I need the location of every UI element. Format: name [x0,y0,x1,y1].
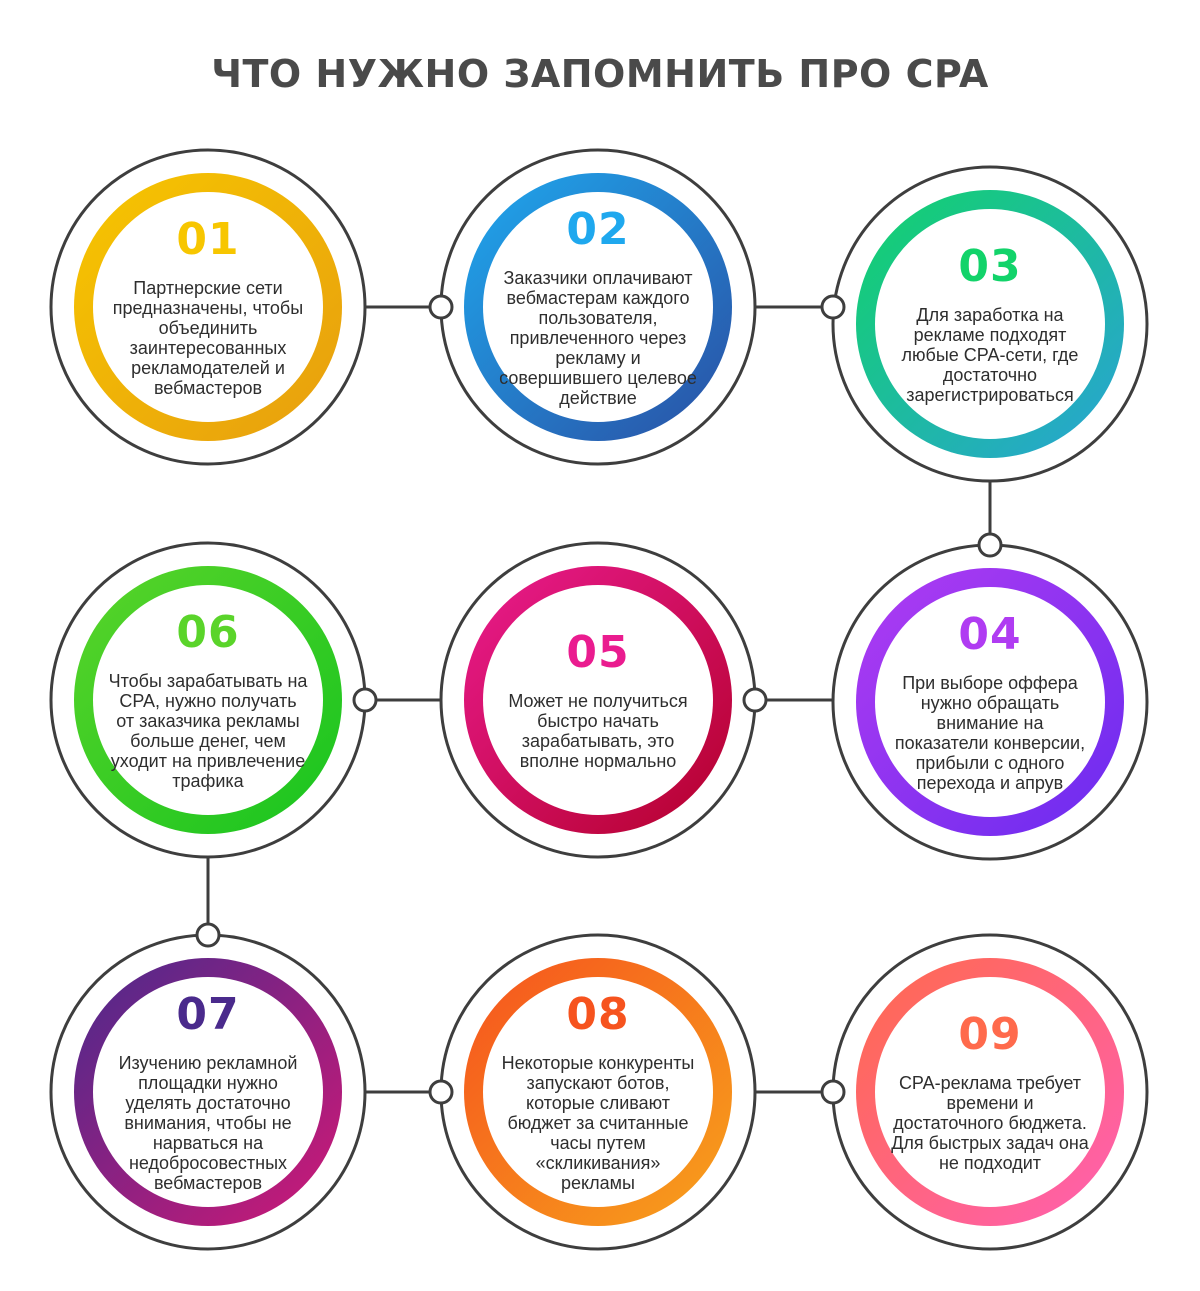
node-number: 03 [958,241,1022,292]
node-number: 02 [566,204,630,255]
node-text: CPA-реклама требует времени и достаточного бюджета. Для быстрых задач она не подходит [891,1073,1089,1173]
node-text: Для заработка на рекламе подходят любые CPA-сети, где достаточно зарегистрироваться [901,305,1079,405]
node-text: Может не получиться быстро начать зарабатывать, это вполне нормально [508,691,688,771]
node-number: 05 [566,627,630,678]
node-label-04 [890,611,1090,793]
node-text: Партнерские сети предназначены, чтобы объединить заинтересованных рекламодателей и вебмастеров [112,278,304,398]
connector-dot-2 [822,296,844,318]
node-number: 09 [958,1009,1022,1060]
node-label-03 [890,243,1090,405]
node-number: 04 [958,609,1022,660]
connector-dot-5 [354,689,376,711]
node-text: Некоторые конкуренты запускают ботов, которые сливают бюджет за считанные часы путем «скликивания» рекламы [501,1053,695,1193]
connector-dot-6 [197,924,219,946]
connector-dot-1 [430,296,452,318]
node-label-08 [498,991,698,1193]
node-text: Чтобы зарабатывать на CPA, нужно получать от заказчика рекламы больше денег, чем уходит на привлечение трафика [108,671,308,791]
node-label-02 [498,206,698,408]
node-number: 01 [176,214,240,265]
node-number: 08 [566,989,630,1040]
node-label-01 [108,216,308,398]
node-text: Изучению рекламной площадки нужно уделять достаточно внимания, чтобы не нарваться на недобросовестных вебмастеров [118,1053,298,1193]
node-label-07 [108,991,308,1193]
node-number: 07 [176,989,240,1040]
node-label-09 [890,1011,1090,1173]
node-label-05 [498,629,698,771]
node-text: Заказчики оплачивают вебмастерам каждого пользователя, привлеченного через рекламу и совершившего целевое действие [499,268,697,408]
node-number: 06 [176,607,240,658]
connector-dot-3 [979,534,1001,556]
node-text: При выборе оффера нужно обращать внимание на показатели конверсии, прибыли с одного перехода и апрув [894,673,1086,793]
node-label-06 [108,609,308,791]
connector-dot-4 [744,689,766,711]
page-title: ЧТО НУЖНО ЗАПОМНИТЬ ПРО CPA [211,52,989,96]
connector-dot-8 [822,1081,844,1103]
connector-dot-7 [430,1081,452,1103]
